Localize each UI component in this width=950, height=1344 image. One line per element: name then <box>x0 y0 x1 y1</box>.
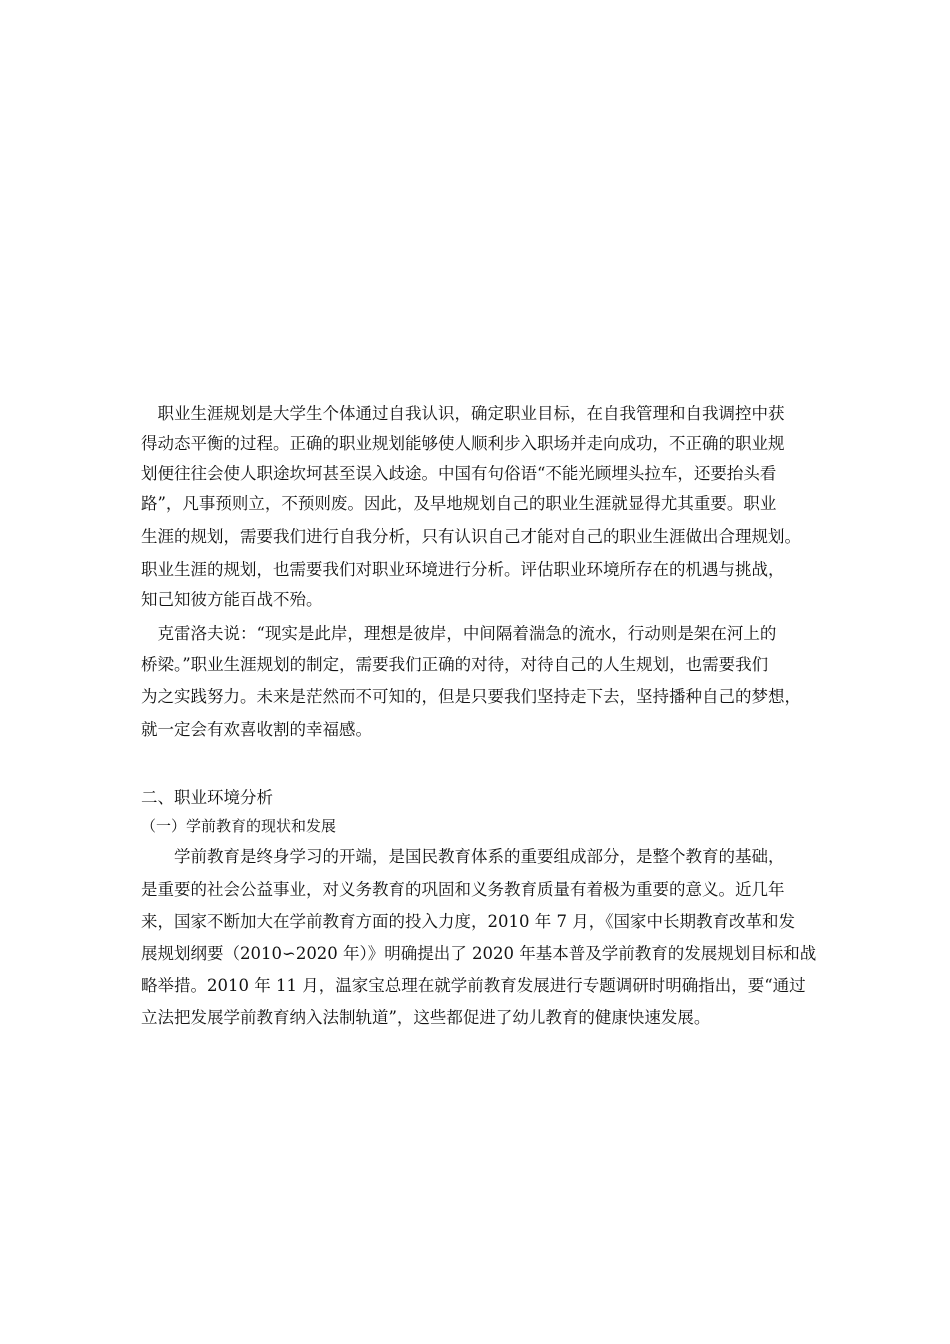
section-heading: 二、职业环境分析 <box>141 788 273 807</box>
text-line: 立法把发展学前教育纳入法制轨道”，这些都促进了幼儿教育的健康快速发展。 <box>141 1008 711 1027</box>
text-line: 桥梁。”职业生涯规划的制定，需要我们正确的对待，对待自己的人生规划，也需要我们 <box>141 655 769 674</box>
text-line: 为之实践努力。未来是茫然而不可知的，但是只要我们坚持走下去，坚持播种自己的梦想， <box>141 687 801 706</box>
text-line: 职业生涯规划是大学生个体通过自我认识，确定职业目标，在自我管理和自我调控中获 <box>141 404 785 423</box>
text-line: 略举措。2010 年 11 月，温家宝总理在就学前教育发展进行专题调研时明确指出，要“通过 <box>141 976 806 995</box>
section-subheading: （一）学前教育的现状和发展 <box>141 817 337 835</box>
text-line: 就一定会有欢喜收割的幸福感。 <box>141 720 372 739</box>
text-line: 划便往往会使人职途坎坷甚至误入歧途。中国有句俗语“不能光顾埋头拉车，还要抬头看 <box>141 464 777 483</box>
text-line: 来，国家不断加大在学前教育方面的投入力度，2010 年 7 月，《国家中长期教育改革和发 <box>141 912 795 931</box>
text-line: 得动态平衡的过程。正确的职业规划能够使人顺利步入职场并走向成功，不正确的职业规 <box>141 434 785 453</box>
text-line: 学前教育是终身学习的开端，是国民教育体系的重要组成部分，是整个教育的基础， <box>141 847 785 866</box>
text-line: 展规划纲要（2010∽2020 年）》明确提出了 2020 年基本普及学前教育的发展规划目标和战 <box>141 944 817 963</box>
text-line: 是重要的社会公益事业，对义务教育的巩固和义务教育质量有着极为重要的意义。近几年 <box>141 880 785 899</box>
text-line: 克雷洛夫说：“现实是此岸，理想是彼岸，中间隔着湍急的流水，行动则是架在河上的 <box>141 624 777 643</box>
text-line: 职业生涯的规划，也需要我们对职业环境进行分析。评估职业环境所存在的机遇与挑战， <box>141 560 785 579</box>
text-line: 知己知彼方能百战不殆。 <box>141 590 323 609</box>
text-line: 生涯的规划，需要我们进行自我分析，只有认识自己才能对自己的职业生涯做出合理规划。 <box>141 527 801 546</box>
text-line: 路”，凡事预则立，不预则废。因此，及早地规划自己的职业生涯就显得尤其重要。职业 <box>141 494 777 513</box>
